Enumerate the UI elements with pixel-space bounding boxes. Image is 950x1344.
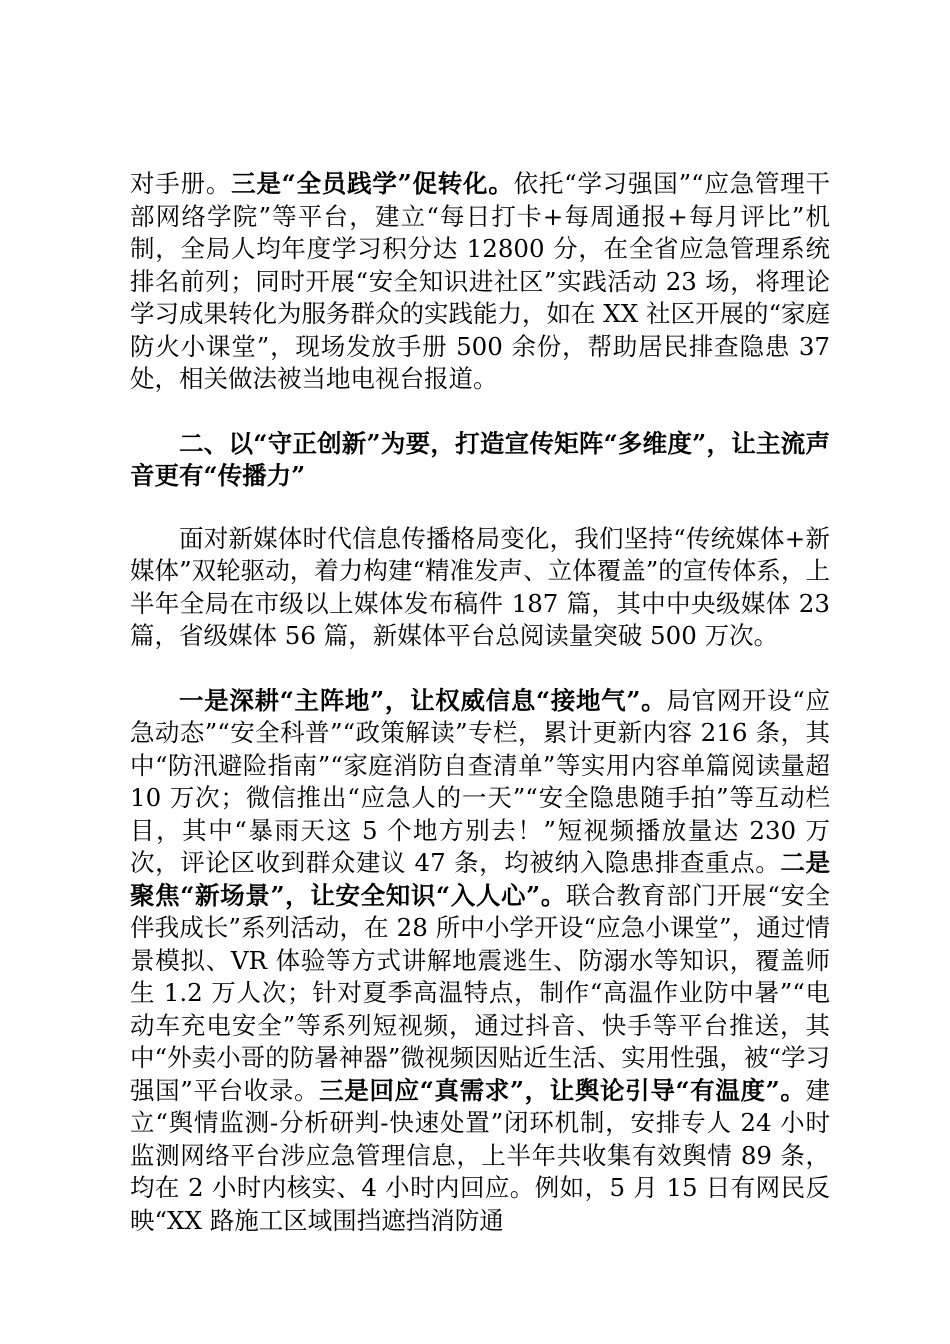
paragraph-text: 依托“学习强国”“应急管理干部网络学院”等平台，建立“每日打卡+每周通报+每月评比”机制，全局人均年度学习积分达 12800 分，在全省应急管理系统排名前列；同时开展“安全知识进社区”实践活动 23 场，将理论学习成果转化为服务群众的实践能力，如在 XX 社区开展的“家庭防火小课堂”，现场发放手册 500 余份，帮助居民排查隐患 37 处，相关做法被当地电视台报道。	[130, 169, 830, 393]
bold-subheading: 三是回应“真需求”，让舆论引导“有温度”。	[319, 1075, 806, 1105]
bold-subheading: 一是深耕“主阵地”，让权威信息“接地气”。	[179, 685, 667, 715]
bold-subheading: 二是聚焦“新场景”，让安全知识“入人心”。	[130, 848, 831, 910]
section-heading: 二、以“守正创新”为要，打造宣传矩阵“多维度”，让主流声音更有“传播力”	[130, 428, 830, 490]
paragraph-text: 联合教育部门开展“安全伴我成长”系列活动，在 28 所中小学开设“应急小课堂”，通过情景模拟、VR 体验等方式讲解地震逃生、防溺水等知识，覆盖师生 1.2 万人次；针对夏季高温特点，制作“高温作业防中暑”“电动车充电安全”等系列短视频，通过抖音、快手等平台推送，其中“外卖小哥的防暑神器”微视频因贴近生活、实用性强，被“学习强国”平台收录。	[130, 880, 830, 1105]
paragraph-media-intro: 面对新媒体时代信息传播格局变化，我们坚持“传统媒体+新媒体”双轮驱动，着力构建“精准发声、立体覆盖”的宣传体系，上半年全局在市级以上媒体发布稿件 187 篇，其中中央级媒体 23 篇，省级媒体 56 篇，新媒体平台总阅读量突破 500 万次。	[130, 523, 830, 650]
paragraph-text: 对手册。	[130, 169, 232, 198]
paragraph-media-details	[130, 685, 830, 1238]
document-page	[130, 168, 830, 1237]
bold-subheading: 三是“全员践学”促转化。	[231, 169, 514, 198]
paragraph-text: 局官网开设“应急动态”“安全科普”“政策解读”专栏，累计更新内容 216 条，其中“防汛避险指南”“家庭消防自查清单”等实用内容单篇阅读量超 10 万次；微信推出“应急人的一天”“安全隐患随手拍”等互动栏目，其中“暴雨天这 5 个地方别去！”短视频播放量达 230 万次，评论区收到群众建议 47 条，均被纳入隐患排查重点。	[130, 685, 831, 877]
paragraph-text: 建立“舆情监测-分析研判-快速处置”闭环机制，安排专人 24 小时监测网络平台涉应急管理信息，上半年共收集有效舆情 89 条，均在 2 小时内核实、4 小时内回应。例如，5 月 15 日有网民反映“XX 路施工区域围挡遮挡消防通	[130, 1075, 830, 1235]
paragraph-study-practice	[130, 168, 830, 396]
